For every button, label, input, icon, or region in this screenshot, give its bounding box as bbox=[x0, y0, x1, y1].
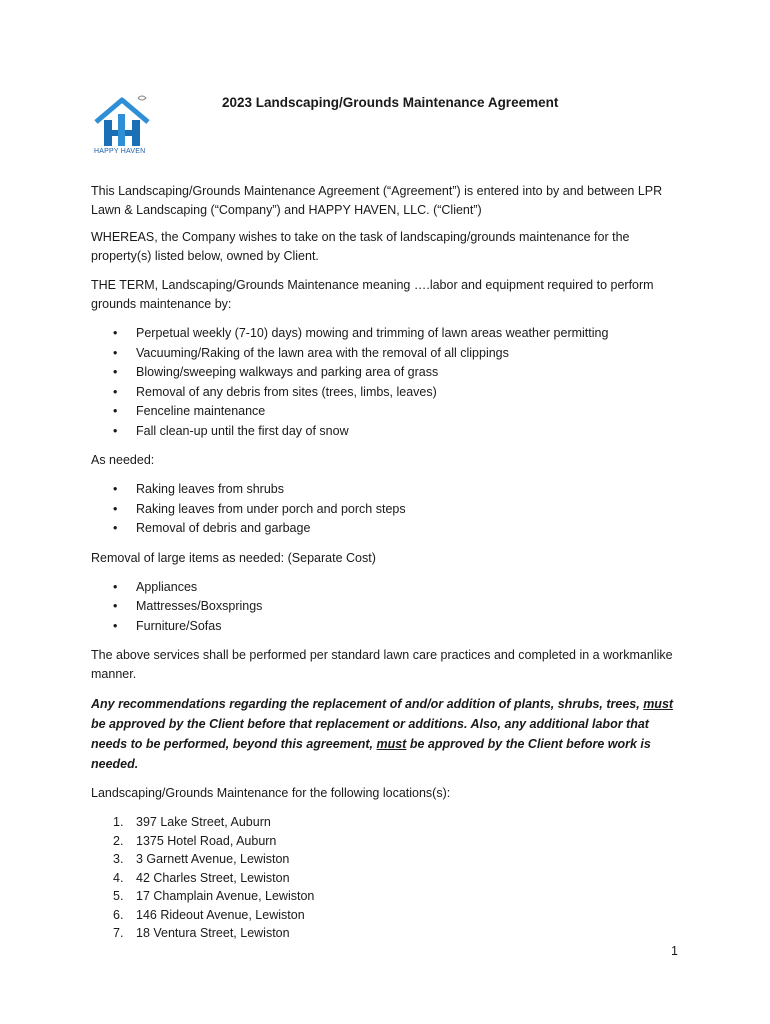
document-title: 2023 Landscaping/Grounds Maintenance Agreement bbox=[222, 95, 559, 110]
list-item bbox=[113, 850, 681, 869]
as-needed-list bbox=[91, 480, 681, 539]
list-item bbox=[113, 832, 681, 851]
location-address: 42 Charles Street, Lewiston bbox=[136, 870, 290, 885]
list-number: 1. bbox=[113, 815, 124, 829]
list-item: • Removal of debris and garbage bbox=[136, 519, 681, 539]
list-item: • Blowing/sweeping walkways and parking area of grass bbox=[136, 363, 681, 383]
list-number: 2. bbox=[113, 833, 124, 848]
list-item bbox=[113, 813, 681, 832]
locations-heading: Landscaping/Grounds Maintenance for the following locations(s): bbox=[91, 786, 451, 800]
location-address: 3 Garnett Avenue, Lewiston bbox=[136, 852, 290, 866]
recommendation-text-1: Any recommendations regarding the replacement of and/or addition of plants, shrubs, trees, bbox=[91, 697, 644, 711]
list-item: • Raking leaves from shrubs bbox=[136, 480, 681, 500]
large-items-heading: Removal of large items as needed: (Separate Cost) bbox=[91, 550, 376, 565]
services-list bbox=[91, 324, 681, 441]
list-item: • Appliances bbox=[136, 578, 681, 598]
logo-text: HAPPY HAVEN bbox=[94, 148, 146, 155]
list-item bbox=[113, 887, 681, 906]
document-body bbox=[91, 182, 681, 943]
must-underlined-2: must bbox=[376, 737, 407, 751]
page-number: 1 bbox=[671, 944, 678, 958]
must-underlined-1: must bbox=[643, 697, 674, 711]
standards-paragraph: The above services shall be performed per standard lawn care practices and completed in a workmanlike manner. bbox=[91, 648, 673, 681]
list-item: • Removal of any debris from sites (trees, limbs, leaves) bbox=[136, 383, 681, 403]
list-item: • Fall clean-up until the first day of snow bbox=[136, 422, 681, 442]
list-item: • Furniture/Sofas bbox=[136, 617, 681, 637]
list-number: 4. bbox=[113, 870, 124, 885]
list-number: 3. bbox=[113, 852, 124, 866]
list-number: 6. bbox=[113, 907, 124, 922]
happy-haven-logo bbox=[92, 92, 156, 158]
location-address: 146 Rideout Avenue, Lewiston bbox=[136, 907, 305, 922]
recommendation-text-2: be approved by the Client before that replacement or additions. Also, any additional labor that needs to be performed, beyond this agreement, bbox=[91, 717, 649, 751]
list-item: • Raking leaves from under porch and porch steps bbox=[136, 500, 681, 520]
list-item: • Vacuuming/Raking of the lawn area with the removal of all clippings bbox=[136, 344, 681, 364]
whereas-paragraph: WHEREAS, the Company wishes to take on the task of landscaping/grounds maintenance for the property(s) listed below, owned by Client. bbox=[91, 230, 630, 263]
list-number: 7. bbox=[113, 926, 124, 940]
recommendation-paragraph bbox=[91, 694, 681, 774]
list-number: 5. bbox=[113, 889, 124, 903]
list-item: • Mattresses/Boxsprings bbox=[136, 597, 681, 617]
list-item bbox=[113, 869, 681, 888]
location-address: 17 Champlain Avenue, Lewiston bbox=[136, 889, 315, 903]
term-paragraph: THE TERM, Landscaping/Grounds Maintenance meaning ….labor and equipment required to perform grounds maintenance by: bbox=[91, 278, 654, 311]
locations-list bbox=[91, 813, 681, 943]
intro-paragraph: This Landscaping/Grounds Maintenance Agreement (“Agreement”) is entered into by and between LPR Lawn & Landscaping (“Company”) and HAPPY HAVEN, LLC. (“Client”) bbox=[91, 184, 663, 217]
location-address: 18 Ventura Street, Lewiston bbox=[136, 926, 290, 940]
location-address: 397 Lake Street, Auburn bbox=[136, 815, 271, 829]
recommendation-text-3: be approved by the Client before work is needed. bbox=[91, 737, 651, 771]
list-item: • Perpetual weekly (7-10) days) mowing and trimming of lawn areas weather permitting bbox=[136, 324, 681, 344]
list-item bbox=[113, 924, 681, 943]
location-address: 1375 Hotel Road, Auburn bbox=[136, 833, 277, 848]
list-item bbox=[113, 906, 681, 925]
large-items-list bbox=[91, 578, 681, 637]
list-item: • Fenceline maintenance bbox=[136, 402, 681, 422]
as-needed-heading: As needed: bbox=[91, 453, 155, 467]
